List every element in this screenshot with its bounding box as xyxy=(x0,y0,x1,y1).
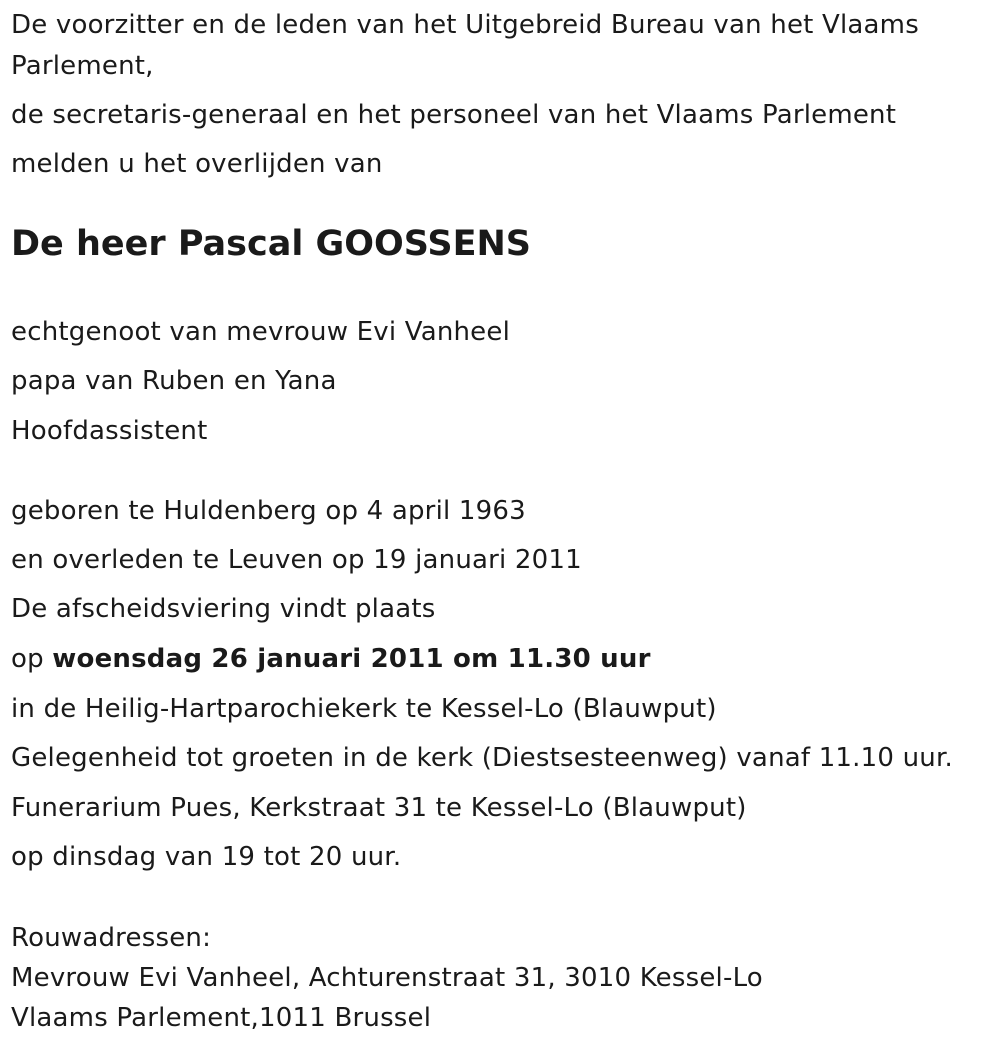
intro-line-2: Parlement, xyxy=(11,51,154,81)
intro-line-4: melden u het overlijden van xyxy=(11,149,383,179)
intro-line-3: de secretaris-generaal en het personeel van het Vlaams Parlement xyxy=(11,100,897,130)
address-line-2: Vlaams Parlement,1011 Brussel xyxy=(11,1003,432,1033)
born-line: geboren te Huldenberg op 4 april 1963 xyxy=(11,496,526,526)
greeting-line: Gelegenheid tot groeten in de kerk (Diestsesteenweg) vanaf 11.10 uur. xyxy=(11,743,953,773)
address-line-1: Mevrouw Evi Vanheel, Achturenstraat 31, 3010 Kessel-Lo xyxy=(11,963,763,993)
deceased-name: De heer Pascal GOOSSENS xyxy=(11,224,532,264)
died-line: en overleden te Leuven op 19 januari 2011 xyxy=(11,545,582,575)
intro-line-1: De voorzitter en de leden van het Uitgebreid Bureau van het Vlaams xyxy=(11,10,919,40)
addresses-label: Rouwadressen: xyxy=(11,923,212,953)
funerarium-line: Funerarium Pues, Kerkstraat 31 te Kessel-Lo (Blauwput) xyxy=(11,793,747,823)
ceremony-datetime: woensdag 26 januari 2011 om 11.30 uur xyxy=(52,644,651,674)
ceremony-location-line: in de Heilig-Hartparochiekerk te Kessel-Lo (Blauwput) xyxy=(11,694,717,724)
spouse-line: echtgenoot van mevrouw Evi Vanheel xyxy=(11,317,510,347)
children-line: papa van Ruben en Yana xyxy=(11,366,337,396)
ceremony-intro-line: De afscheidsviering vindt plaats xyxy=(11,594,436,624)
funerarium-hours-line: op dinsdag van 19 tot 20 uur. xyxy=(11,842,402,872)
ceremony-prefix: op xyxy=(11,644,53,674)
ceremony-datetime-line xyxy=(11,639,651,679)
function-line: Hoofdassistent xyxy=(11,416,208,446)
